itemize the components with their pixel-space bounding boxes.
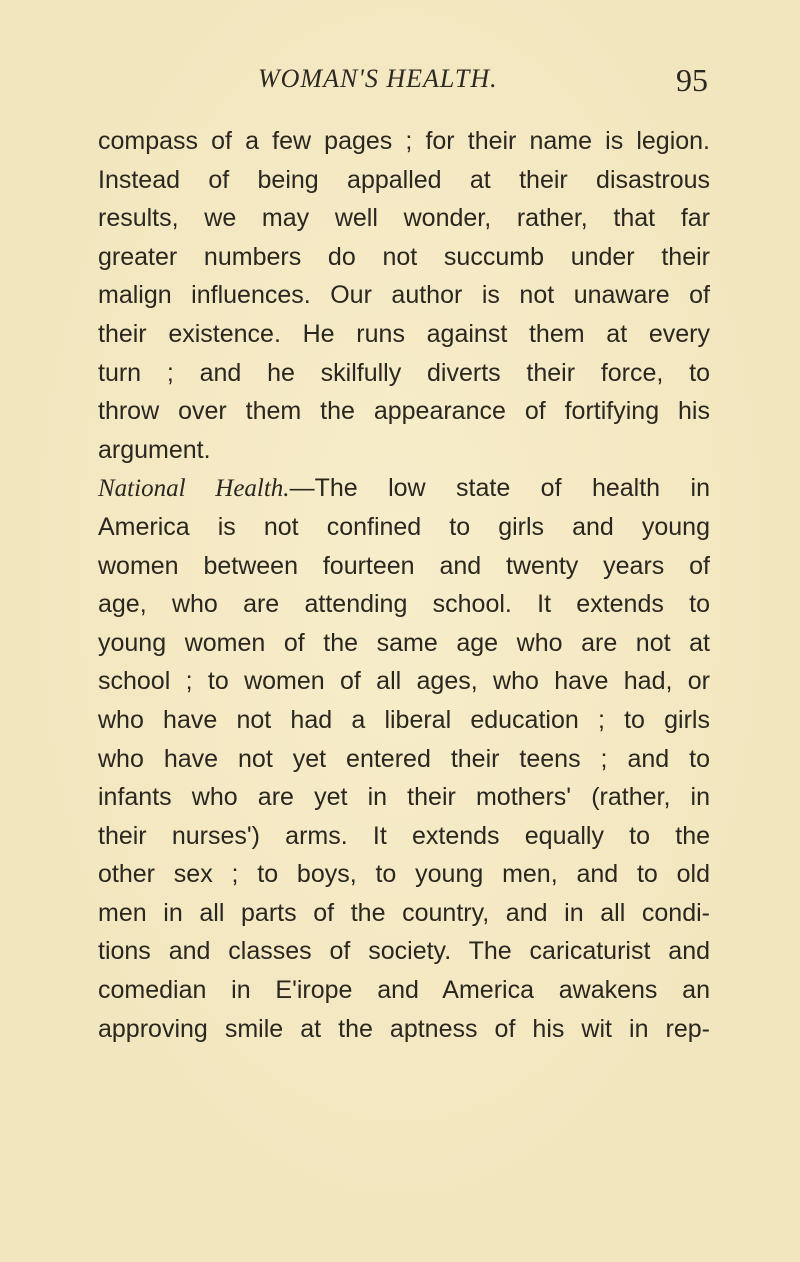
text-line: argument. xyxy=(98,435,211,464)
body-text xyxy=(98,122,710,1048)
text-line: their nurses') arms. It extends equally to the xyxy=(98,821,710,850)
text-line: Instead of being appalled at their disastrous xyxy=(98,165,710,194)
text-line: malign influences. Our author is not unaware of xyxy=(98,281,710,310)
running-title: WOMAN'S HEALTH. xyxy=(258,64,498,93)
text-line: throw over them the appearance of fortifying his xyxy=(98,397,710,426)
text-line: results, we may well wonder, rather, that far xyxy=(98,204,710,233)
text-line: who have not yet entered their teens ; and to xyxy=(98,744,710,773)
text-line: greater numbers do not succumb under their xyxy=(98,242,710,271)
text-line: who have not had a liberal education ; to girls xyxy=(98,705,710,734)
text-line: America is not confined to girls and young xyxy=(98,512,710,541)
page-number: 95 xyxy=(676,62,708,98)
text-line: tions and classes of society. The caricaturist and xyxy=(98,937,710,966)
text-line: women between fourteen and twenty years of xyxy=(98,551,710,580)
text-line: their existence. He runs against them at every xyxy=(98,319,710,348)
text-line: men in all parts of the country, and in all condi- xyxy=(98,898,710,927)
text-line: age, who are attending school. It extends to xyxy=(98,590,710,619)
text-line: school ; to women of all ages, who have had, or xyxy=(98,667,710,696)
text-line: compass of a few pages ; for their name is legion. xyxy=(98,127,710,155)
text-line: young women of the same age who are not at xyxy=(98,628,710,657)
section-lead-text: —The low state of health in xyxy=(289,474,710,503)
text-line: infants who are yet in their mothers' (rather, in xyxy=(98,783,710,812)
text-line: other sex ; to boys, to young men, and to old xyxy=(98,860,710,889)
text-line: turn ; and he skilfully diverts their force, to xyxy=(98,358,710,387)
text-line: comedian in E'irope and America awakens an xyxy=(98,976,710,1005)
section-first-line xyxy=(98,469,710,508)
section-heading: National Health. xyxy=(98,475,290,503)
text-line: approving smile at the aptness of his wit in rep- xyxy=(98,1014,710,1043)
running-head xyxy=(98,60,708,100)
